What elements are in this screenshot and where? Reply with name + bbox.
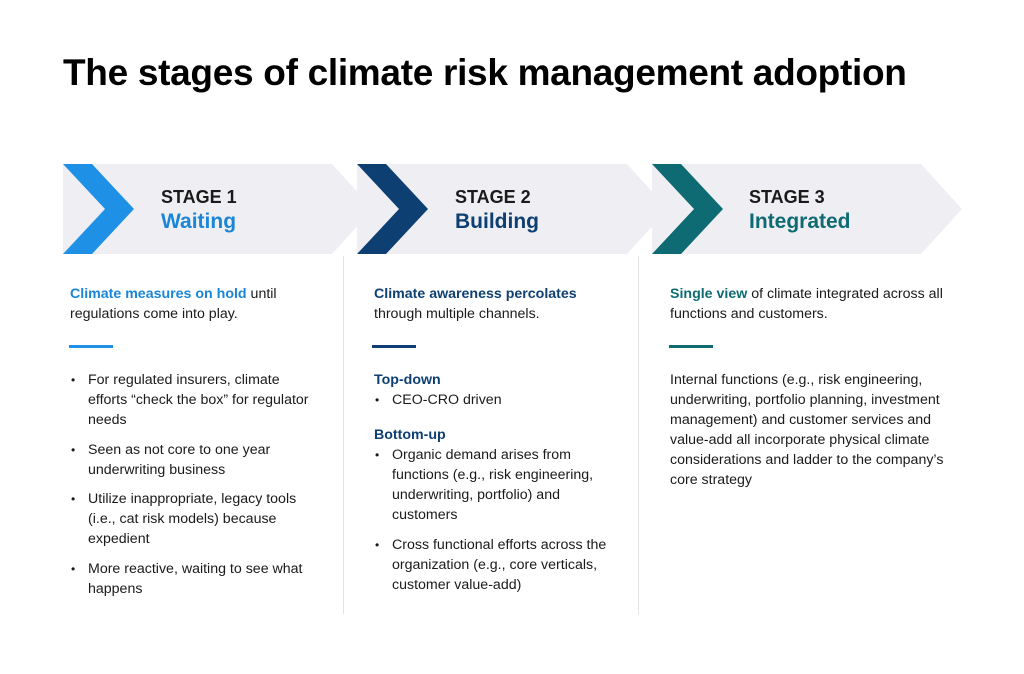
topdown-section: [374, 370, 619, 420]
stage-1-summary: [70, 284, 320, 324]
stage-3-summary: [670, 284, 945, 324]
list-item: • Seen as not core to one year underwriting business: [70, 440, 320, 480]
stage-2-summary-text: through multiple channels.: [374, 306, 540, 322]
bottomup-list: [374, 445, 619, 595]
stage-1-bullet-list: [70, 370, 320, 608]
stage-2-accent-rule: [372, 345, 416, 348]
stage-3-name: Integrated: [749, 210, 851, 233]
list-item: • CEO-CRO driven: [374, 390, 619, 410]
topdown-list: [374, 390, 619, 410]
column-divider: [638, 256, 639, 614]
list-item: • Cross functional efforts across the organization (e.g., core verticals, customer value-add): [374, 535, 619, 595]
list-item: • More reactive, waiting to see what happens: [70, 559, 320, 599]
topdown-heading: Top-down: [374, 372, 441, 388]
stage-1-number: STAGE 1: [161, 187, 237, 207]
list-item: • Organic demand arises from functions (e.g., risk engineering, underwriting, portfolio) and customers: [374, 445, 619, 525]
list-item: • Utilize inappropriate, legacy tools (i.e., cat risk models) because expedient: [70, 489, 320, 549]
page-title: The stages of climate risk management adoption: [63, 52, 907, 93]
stage-2-summary: [374, 284, 619, 324]
stage-3-accent-rule: [669, 345, 713, 348]
stage-1-accent-rule: [69, 345, 113, 348]
stage-3-description: Internal functions (e.g., risk engineering, underwriting, portfolio planning, investment management) and customer services and value-add all incorporate physical climate considerations and ladder to the company’s core strategy: [670, 372, 944, 488]
stage-3-number: STAGE 3: [749, 187, 825, 207]
column-divider: [343, 256, 344, 614]
stage-1-header: [161, 186, 237, 236]
stage-3-summary-text: of climate integrated across all functions and customers.: [670, 286, 943, 322]
stage-2-name: Building: [455, 210, 539, 233]
stage-2-number: STAGE 2: [455, 187, 531, 207]
stage-1-name: Waiting: [161, 210, 237, 233]
stage-1-summary-text: until regulations come into play.: [70, 286, 277, 322]
list-item: • For regulated insurers, climate efforts “check the box” for regulator needs: [70, 370, 320, 430]
stage-2-header: [455, 186, 539, 236]
stage-2-summary-highlight: Climate awareness percolates: [374, 286, 577, 302]
bottomup-heading: Bottom-up: [374, 427, 446, 443]
stage-3-summary-highlight: Single view: [670, 286, 748, 302]
stage-1-summary-highlight: Climate measures on hold: [70, 286, 247, 302]
stage-3-header: [749, 186, 851, 236]
bottomup-section: [374, 425, 619, 604]
